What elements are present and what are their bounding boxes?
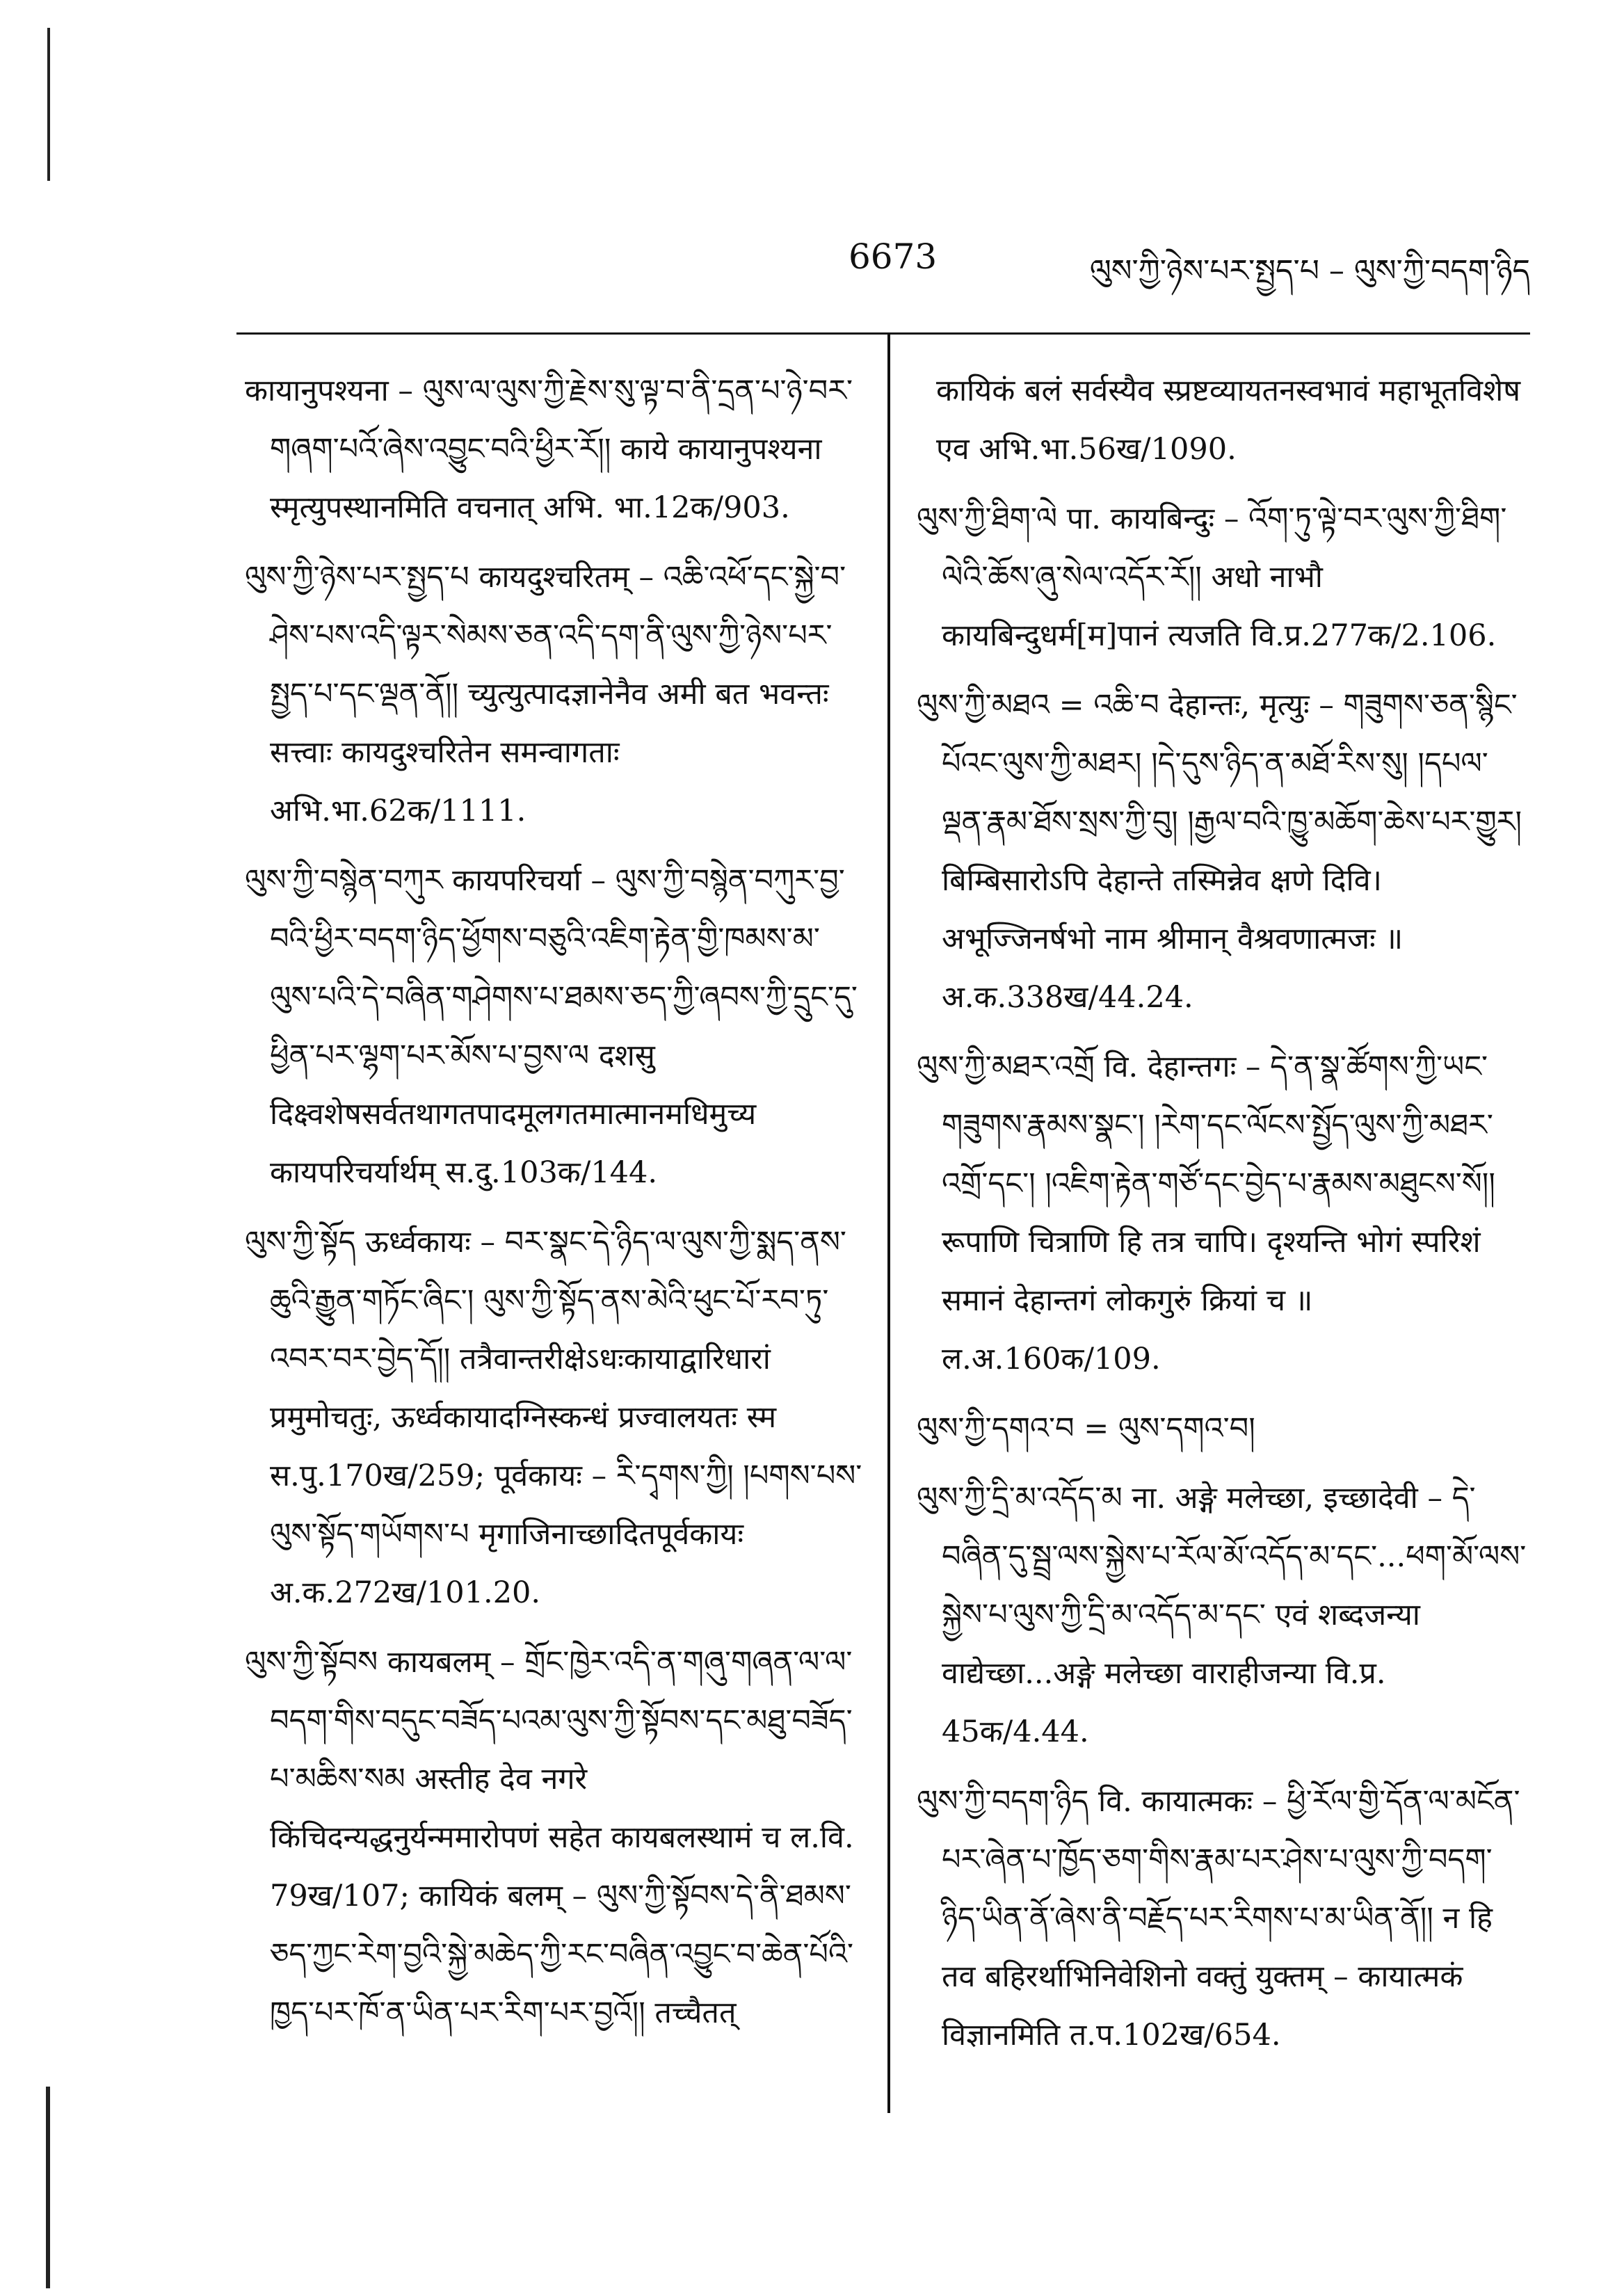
dictionary-entry: ལུས་ཀྱི་བསྙེན་བཀུར कायपरिचर्या – ལུས་ཀྱི་བསྙེན་བཀུར་བྱ་བའི་ཕྱིར་བདག་ཉིད་ཕྱོགས་བཅུའི་འཇིག་རྟེན་གྱི་ཁམས་མ་ལུས་པའི་དེ་བཞིན་གཤེགས་པ་ཐམས་ཅད་ཀྱི་ཞབས་ཀྱི་དྲུང་དུ་ཕྱིན་པར་ལྷག་པར་མོས་པ་བྱས་ལ दशसु दिक्ष्वशेषसर्वतथागतपादमूलगतमात्मानमधिमुच्य कायपरिचर्यार्थम् स.दु.103क/144. — [245, 863, 858, 1190]
dictionary-entry: ལུས་ཀྱི་བདག་ཉིད वि. कायात्मकः – ཕྱི་རོལ་གྱི་དོན་ལ་མངོན་པར་ཞེན་པ་ཁྱོད་ཅག་གིས་རྣམ་པར་ཤེས་པ་ལུས་ཀྱི་བདག་ཉིད་ཡིན་ནོ་ཞེས་ནི་བརྗོད་པར་རིགས་པ་མ་ཡིན་ནོ།། न हि तव बहिरर्थाभिनिवेशिनो वक्तुं युक्तम् – कायात्मकं विज्ञानमिति त.प.102ख/654. — [917, 1784, 1520, 2053]
left-column — [245, 362, 864, 2053]
right-column — [917, 362, 1529, 2075]
dictionary-entry: ལུས་ཀྱི་མཐའ = འཆི་བ देहान्तः, मृत्युः – གཟུགས་ཅན་སྙིང་པོའང་ལུས་ཀྱི་མཐར། །དེ་དུས་ཉིད་ན་མཐོ་རིས་སུ། །དཔལ་ལྡན་རྣམ་ཐོས་སྲས་ཀྱི་བུ། །རྒྱལ་བའི་ཁྱུ་མཆོག་ཆེས་པར་གྱུར། बिम्बिसारोऽपि देहान्ते तस्मिन्नेव क्षणे दिवि। अभूज्जिनर्षभो नाम श्रीमान् वैश्रवणात्मजः ॥ अ.क.338ख/44.24. — [917, 688, 1522, 1015]
running-head: ལུས་ཀྱི་ཉེས་པར་སྤྱད་པ – ལུས་ཀྱི་བདག་ཉིད — [1089, 253, 1530, 289]
dictionary-entry: ལུས་ཀྱི་ཉེས་པར་སྤྱད་པ कायदुश्चरितम् – འཆི་འཕོ་དང་སྐྱེ་བ་ཤེས་པས་འདི་ལྟར་སེམས་ཅན་འདི་དག་ནི་ལུས་ཀྱི་ཉེས་པར་སྤྱད་པ་དང་ལྡན་ནོ།། च्युत्युत्पादज्ञानेनैव अमी बत भवन्तः सत्त्वाः कायदुश्चरितेन समन्वागताः अभि.भा.62क/1111. — [245, 560, 846, 828]
column-divider — [887, 332, 890, 2113]
dictionary-entry: कायानुपश्यना – ལུས་ལ་ལུས་ཀྱི་རྗེས་སུ་ལྟ་བ་ནི་དྲན་པ་ཉེ་བར་གཞག་པའོ་ཞེས་འབྱུང་བའི་ཕྱིར་རོ།། काये कायानुपश्यना स्मृत्युपस्थानमिति वचनात् अभि. भा.12क/903. — [245, 374, 853, 525]
page-number: 6673 — [849, 236, 938, 277]
header-rule — [236, 332, 1530, 335]
dictionary-entry: ལུས་ཀྱི་སྟོབས कायबलम् – གྲོང་ཁྱེར་འདི་ན་གཞུ་གཞན་ལ་ལ་བདག་གིས་བདུང་བཟོད་པའམ་ལུས་ཀྱི་སྟོབས་དང་མཐུ་བཟོད་པ་མཆིས་སམ अस्तीह देव नगरे किंचिदन्यद्धनुर्यन्ममारोपणं सहेत कायबलस्थामं च ल.वि. 79ख/107; कायिकं बलम् – ལུས་ཀྱི་སྟོབས་དེ་ནི་ཐམས་ཅད་ཀྱང་རེག་བྱའི་སྐྱེ་མཆེད་ཀྱི་རང་བཞིན་འབྱུང་བ་ཆེན་པོའི་ཁྱད་པར་ཁོ་ན་ཡིན་པར་རིག་པར་བྱའོ།། तच्चैतत् — [245, 1645, 854, 2030]
dictionary-entry: ལུས་ཀྱི་དགའ་བ = ལུས་དགའ་བ། — [917, 1411, 1255, 1446]
dictionary-entry: ལུས་ཀྱི་མཐར་འགྲོ वि. देहान्तगः – དེ་ན་སྣ་ཚོགས་ཀྱི་ཡང་གཟུགས་རྣམས་སྣང་། །རེག་དང་ལོངས་སྤྱོད་ལུས་ཀྱི་མཐར་འགྲོ་དང་། །འཇིག་རྟེན་གཙོ་དང་བྱེད་པ་རྣམས་མཐུངས་སོ།། रूपाणि चित्राणि हि तत्र चापि। दृश्यन्ति भोगं स्परिशं समानं देहान्तगं लोकगुरुं क्रियां च ॥ ल.अ.160क/109. — [917, 1050, 1495, 1376]
dictionary-entry-continuation: कायिकं बलं सर्वस्यैव स्प्रष्टव्यायतनस्वभावं महाभूतविशेष एव अभि.भा.56ख/1090. — [936, 374, 1521, 467]
scan-edge-mark — [46, 2087, 50, 2288]
dictionary-entry: ལུས་ཀྱི་ཐིག་ལེ पा. कायबिन्दुः – འོག་ཏུ་ལྟེ་བར་ལུས་ཀྱི་ཐིག་ལེའི་ཆོས་ཞུ་སེལ་འདོར་རོ།། अधो नाभौ कायबिन्दुधर्म[म]पानं त्यजति वि.प्र.277क/2.106. — [917, 501, 1507, 653]
dictionary-entry: ལུས་ཀྱི་དྲི་མ་འདོད་མ ना. अङ्गे मलेच्छा, इच्छादेवी – དེ་བཞིན་དུ་སྦྲ་ལས་སྐྱེས་པ་རོལ་མོ་འདོད་མ་དང་...ཕག་མོ་ལས་སྐྱེས་པ་ལུས་ཀྱི་དྲི་མ་འདོད་མ་དང་ एवं शब्दजन्या वाद्येच्छा...अङ्गे मलेच्छा वाराहीजन्या वि.प्र. 45क/4.44. — [917, 1481, 1527, 1749]
dictionary-entry: ལུས་ཀྱི་སྟོད ऊर्ध्वकायः – བར་སྣང་དེ་ཉིད་ལ་ལུས་ཀྱི་སྨད་ནས་ཆུའི་རྒྱུན་གཏོང་ཞིང་། ལུས་ཀྱི་སྟོད་ནས་མེའི་ཕུང་པོ་རབ་ཏུ་འབར་བར་བྱེད་དོ།། तत्रैवान्तरीक्षेऽधःकायाद्वारिधारां प्रमुमोचतुः, ऊर्ध्वकायादग्निस्कन्धं प्रज्वालयतः स्म स.पु.170ख/259; पूर्वकायः – རི་དྭགས་ཀྱི། །པགས་པས་ལུས་སྟོད་གཡོགས་པ मृगाजिनाच्छादितपूर्वकायः अ.क.272ख/101.20. — [245, 1225, 862, 1610]
scan-edge-mark — [47, 28, 50, 181]
page-header — [236, 230, 1530, 292]
